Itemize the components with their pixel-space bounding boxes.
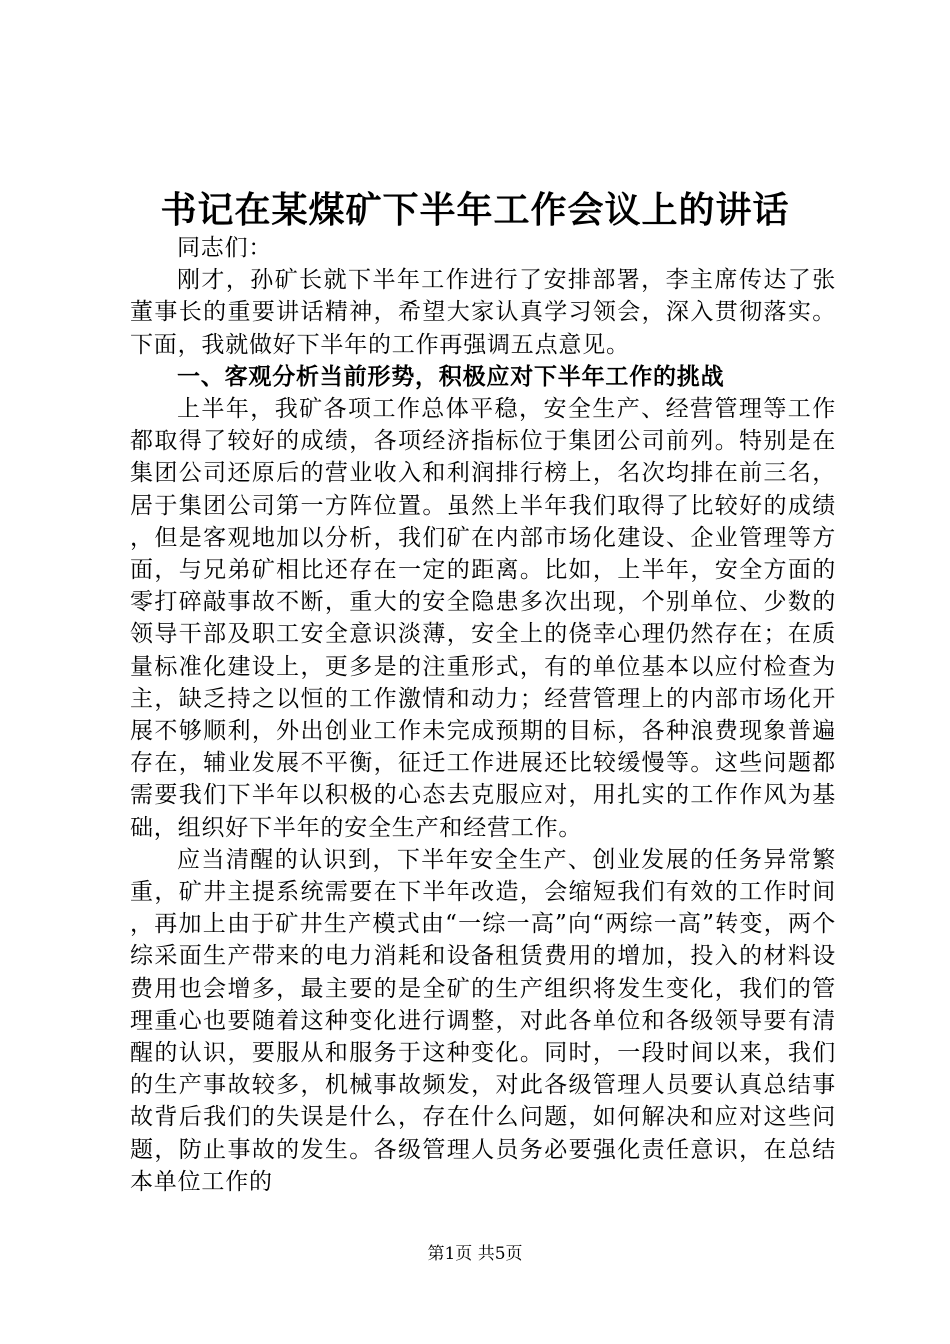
body-paragraph: 应当清醒的认识到，下半年安全生产、创业发展的任务异常繁重，矿井主提系统需要在下半年改造，会缩短我们有效的工作时间，再加上由于矿井生产模式由“一综一高”向“两综一高”转变，两个综采面生产带来的电力消耗和设备租赁费用的增加，投入的材料设费用也会增多，最主要的是全矿的生产组织将发生变化，我们的管理重心也要随着这种变化进行调整，对此各单位和各级领导要有清醒的认识，要服从和服务于这种变化。同时，一段时间以来，我们的生产事故较多，机械事故频发，对此各级管理人员要认真总结事故背后我们的失误是什么，存在什么问题，如何解决和应对这些问题，防止事故的发生。各级管理人员务必要强化责任意识，在总结本单位工作的 xyxy=(130,846,836,1195)
intro-paragraph: 刚才，孙矿长就下半年工作进行了安排部署，李主席传达了张董事长的重要讲话精神，希望大家认真学习领会，深入贯彻落实。下面，我就做好下半年的工作再强调五点意见。 xyxy=(130,267,836,358)
document-title: 书记在某煤矿下半年工作会议上的讲话 xyxy=(160,189,790,231)
page-number-footer: 第1页 共5页 xyxy=(427,1244,523,1264)
salutation-paragraph: 同志们： xyxy=(177,235,273,261)
body-paragraph: 上半年，我矿各项工作总体平稳，安全生产、经营管理等工作都取得了较好的成绩，各项经济指标位于集团公司前列。特别是在集团公司还原后的营业收入和利润排行榜上，名次均排在前三名，居于集团公司第一方阵位置。虽然上半年我们取得了比较好的成绩，但是客观地加以分析，我们矿在内部市场化建设、企业管理等方面，与兄弟矿相比还存在一定的距离。比如，上半年，安全方面的零打碎敲事故不断，重大的安全隐患多次出现，个别单位、少数的领导干部及职工安全意识淡薄，安全上的侥幸心理仍然存在；在质量标准化建设上，更多是的注重形式，有的单位基本以应付检查为主，缺乏持之以恒的工作激情和动力；经营管理上的内部市场化开展不够顺利，外出创业工作未完成预期的目标，各种浪费现象普遍存在，辅业发展不平衡，征迁工作进展还比较缓慢等。这些问题都需要我们下半年以积极的心态去克服应对，用扎实的工作作风为基础，组织好下半年的安全生产和经营工作。 xyxy=(130,396,836,841)
section-heading: 一、客观分析当前形势，积极应对下半年工作的挑战 xyxy=(177,362,725,390)
document-body xyxy=(130,232,836,1198)
